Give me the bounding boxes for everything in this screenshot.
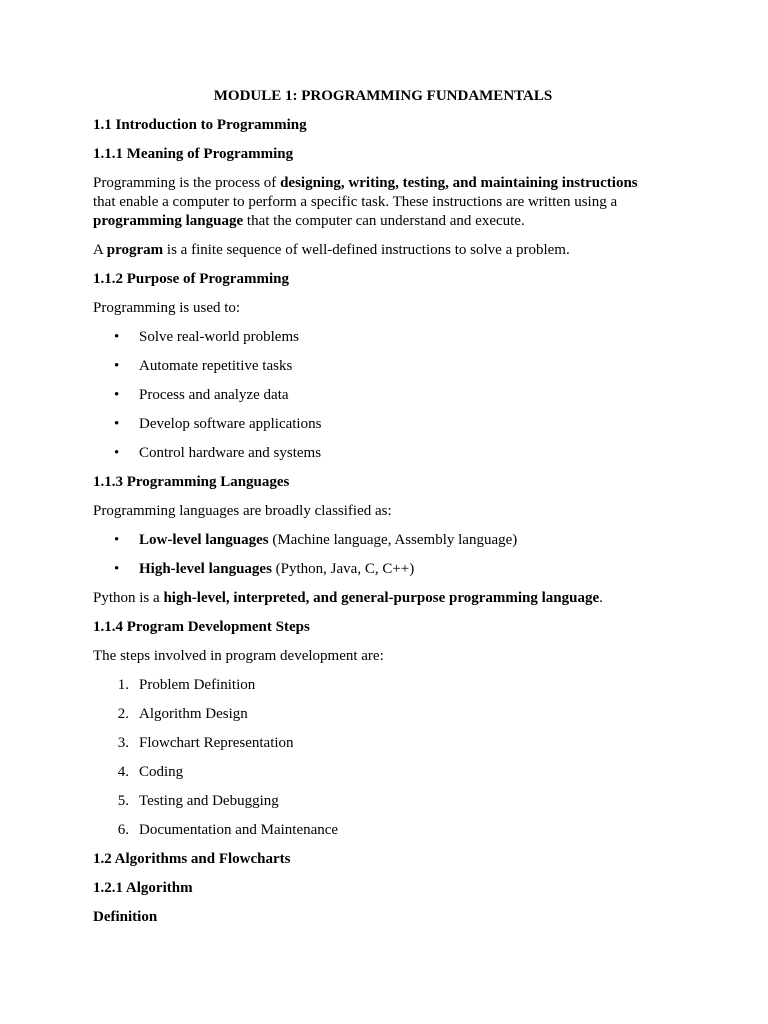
- meaning-emphasis: programming language: [93, 213, 244, 229]
- purpose-intro: Programming is used to:: [93, 300, 241, 316]
- section-heading-1-2-1: 1.2.1 Algorithm: [93, 880, 193, 896]
- language-level: Low-level languages: [139, 532, 269, 548]
- section-heading-1-1-3: 1.1.3 Programming Languages: [93, 474, 290, 490]
- bullet-icon: •: [114, 416, 120, 432]
- list-item-text: Process and analyze data: [139, 387, 289, 403]
- section-heading-1-1-4: 1.1.4 Program Development Steps: [93, 619, 310, 635]
- step-number: 5.: [117, 793, 129, 809]
- python-emphasis: high-level, interpreted, and general-purpose programming language: [163, 590, 600, 606]
- step-text: Testing and Debugging: [139, 793, 279, 809]
- list-item-text: Automate repetitive tasks: [139, 358, 293, 374]
- list-item-text: Solve real-world problems: [139, 329, 299, 345]
- step-text: Documentation and Maintenance: [139, 822, 339, 838]
- language-examples: (Machine language, Assembly language): [268, 532, 518, 548]
- step-text: Coding: [139, 764, 184, 780]
- step-text: Algorithm Design: [139, 706, 248, 722]
- program-definition-paragraph: [93, 241, 570, 260]
- program-text: is a finite sequence of well-defined instructions to solve a problem.: [163, 242, 570, 258]
- bullet-icon: •: [114, 329, 120, 345]
- section-heading-1-1: 1.1 Introduction to Programming: [93, 117, 307, 133]
- bullet-icon: •: [114, 358, 120, 374]
- bullet-icon: •: [114, 532, 120, 548]
- list-item-text: [139, 560, 414, 579]
- meaning-text: Programming is the process of: [93, 175, 281, 191]
- list-item-text: [139, 531, 517, 550]
- step-number: 1.: [117, 677, 129, 693]
- definition-heading: Definition: [93, 909, 158, 925]
- step-number: 2.: [117, 706, 129, 722]
- program-emphasis: program: [106, 242, 164, 258]
- section-heading-1-1-2: 1.1.2 Purpose of Programming: [93, 271, 289, 287]
- step-number: 6.: [117, 822, 129, 838]
- step-text: Problem Definition: [139, 677, 256, 693]
- program-text: A: [93, 242, 107, 258]
- bullet-icon: •: [114, 387, 120, 403]
- languages-intro: Programming languages are broadly classified as:: [93, 503, 392, 519]
- step-number: 4.: [117, 764, 129, 780]
- list-item-text: Control hardware and systems: [139, 445, 322, 461]
- meaning-emphasis: designing, writing, testing, and maintaining instructions: [280, 175, 638, 191]
- language-examples: (Python, Java, C, C++): [271, 561, 415, 577]
- module-title: MODULE 1: PROGRAMMING FUNDAMENTALS: [213, 88, 553, 104]
- section-heading-1-2: 1.2 Algorithms and Flowcharts: [93, 851, 291, 867]
- list-item-text: Develop software applications: [139, 416, 322, 432]
- bullet-icon: •: [114, 445, 120, 461]
- meaning-paragraph-line-3: [93, 212, 525, 231]
- meaning-text: that the computer can understand and execute.: [243, 213, 525, 229]
- section-heading-1-1-1: 1.1.1 Meaning of Programming: [93, 146, 294, 162]
- meaning-text: that enable a computer to perform a specific task. These instructions are written using a: [93, 194, 618, 210]
- meaning-paragraph-line-2: [93, 193, 617, 212]
- meaning-paragraph-line-1: [93, 174, 638, 193]
- step-number: 3.: [117, 735, 129, 751]
- python-text: .: [599, 590, 603, 606]
- step-text: Flowchart Representation: [139, 735, 294, 751]
- python-text: Python is a: [93, 590, 164, 606]
- language-level: High-level languages: [139, 561, 272, 577]
- steps-intro: The steps involved in program development are:: [93, 648, 384, 664]
- bullet-icon: •: [114, 561, 120, 577]
- python-description: [93, 589, 603, 608]
